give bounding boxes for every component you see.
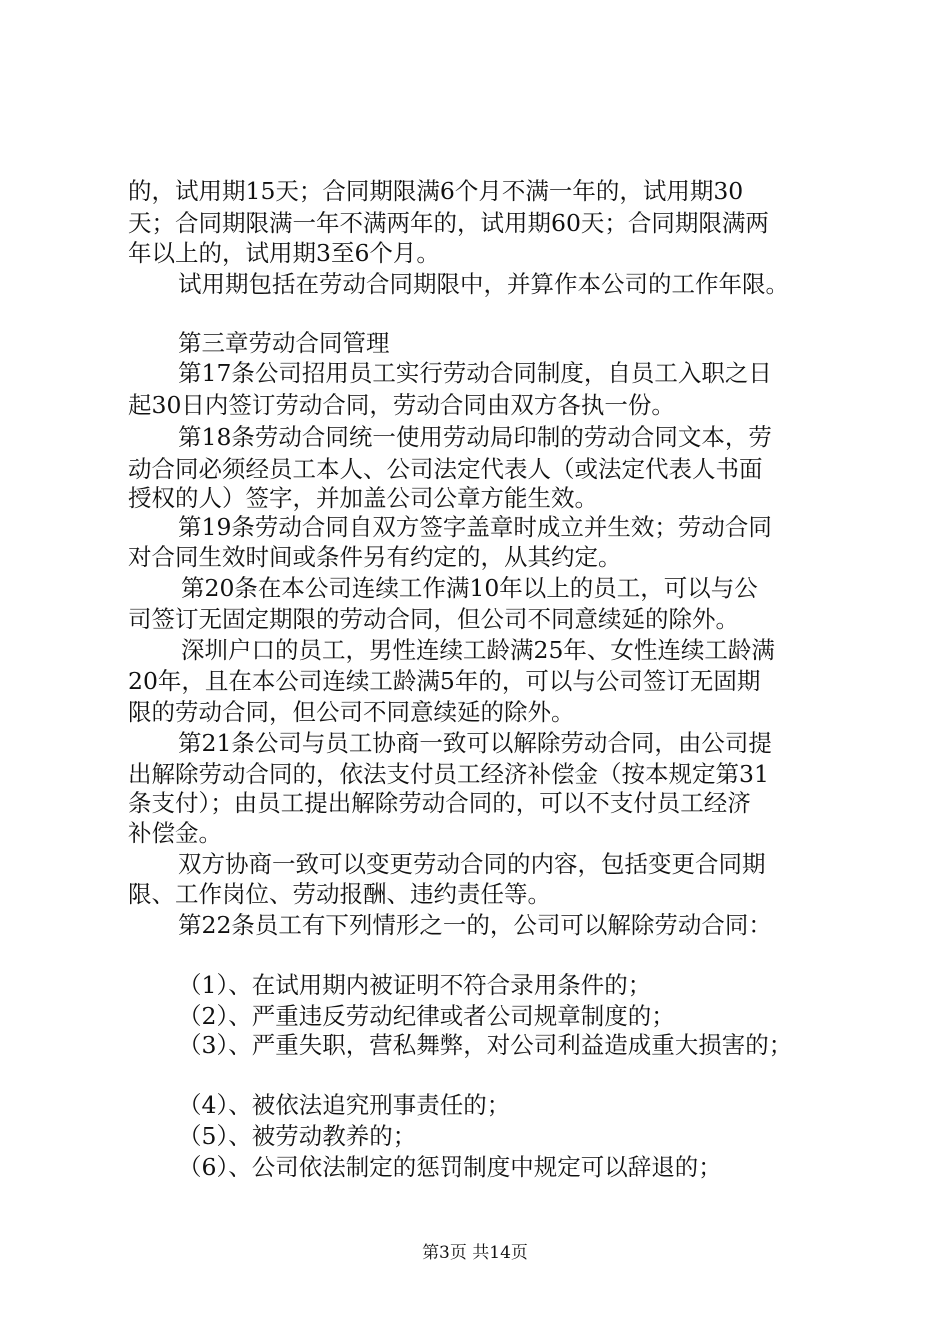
article-21-para-2-line-2: 限、工作岗位、劳动报酬、违约责任等。 (128, 880, 551, 908)
article-18-line-2: 动合同必须经员工本人、公司法定代表人（或法定代表人书面 (128, 455, 763, 483)
list-item-3: （3）、严重失职，营私舞弊，对公司利益造成重大损害的； (178, 1031, 793, 1059)
article-21-line-1: 第21条公司与员工协商一致可以解除劳动合同，由公司提 (178, 729, 772, 757)
article-17-line-1: 第17条公司招用员工实行劳动合同制度，自员工入职之日 (178, 359, 772, 387)
chapter-heading: 第三章劳动合同管理 (178, 329, 390, 357)
article-20-para-2-line-3: 限的劳动合同，但公司不同意续延的除外。 (128, 698, 575, 726)
article-21-line-4: 补偿金。 (128, 819, 222, 847)
article-21-line-2: 出解除劳动合同的，依法支付员工经济补偿金（按本规定第31 (128, 760, 769, 788)
body-line-2: 天；合同期限满一年不满两年的，试用期60天；合同期限满两 (128, 209, 769, 237)
article-20-para-2-line-1: 深圳户口的员工，男性连续工龄满25年、女性连续工龄满 (181, 636, 775, 664)
list-item-5: （5）、被劳动教养的； (178, 1122, 417, 1150)
body-line-4: 试用期包括在劳动合同期限中，并算作本公司的工作年限。 (178, 270, 789, 298)
body-line-3: 年以上的，试用期3至6个月。 (128, 239, 440, 267)
article-18-line-3: 授权的人）签字，并加盖公司公章方能生效。 (128, 484, 598, 512)
list-item-1: （1）、在试用期内被证明不符合录用条件的； (178, 971, 652, 999)
page-footer-indicator: 第3页 共14页 (422, 1243, 528, 1263)
article-20-line-2: 司签订无固定期限的劳动合同，但公司不同意续延的除外。 (128, 605, 739, 633)
article-20-para-2-line-2: 20年，且在本公司连续工龄满5年的，可以与公司签订无固期 (128, 667, 761, 695)
article-21-para-2-line-1: 双方协商一致可以变更劳动合同的内容，包括变更合同期 (178, 850, 766, 878)
article-20-line-1: 第20条在本公司连续工作满10年以上的员工，可以与公 (181, 574, 758, 602)
article-19-line-2: 对合同生效时间或条件另有约定的，从其约定。 (128, 543, 622, 571)
list-item-6: （6）、公司依法制定的惩罚制度中规定可以辞退的； (178, 1153, 722, 1181)
article-18-line-1: 第18条劳动合同统一使用劳动局印制的劳动合同文本，劳 (178, 423, 772, 451)
body-line-1: 的，试用期15天；合同期限满6个月不满一年的，试用期30 (128, 177, 744, 205)
list-item-2: （2）、严重违反劳动纪律或者公司规章制度的； (178, 1002, 675, 1030)
article-21-line-3: 条支付）；由员工提出解除劳动合同的，可以不支付员工经济 (128, 789, 751, 817)
article-22-line-1: 第22条员工有下列情形之一的，公司可以解除劳动合同： (178, 911, 772, 939)
article-19-line-1: 第19条劳动合同自双方签字盖章时成立并生效；劳动合同 (178, 513, 772, 541)
article-17-line-2: 起30日内签订劳动合同，劳动合同由双方各执一份。 (128, 391, 675, 419)
list-item-4: （4）、被依法追究刑事责任的； (178, 1091, 511, 1119)
